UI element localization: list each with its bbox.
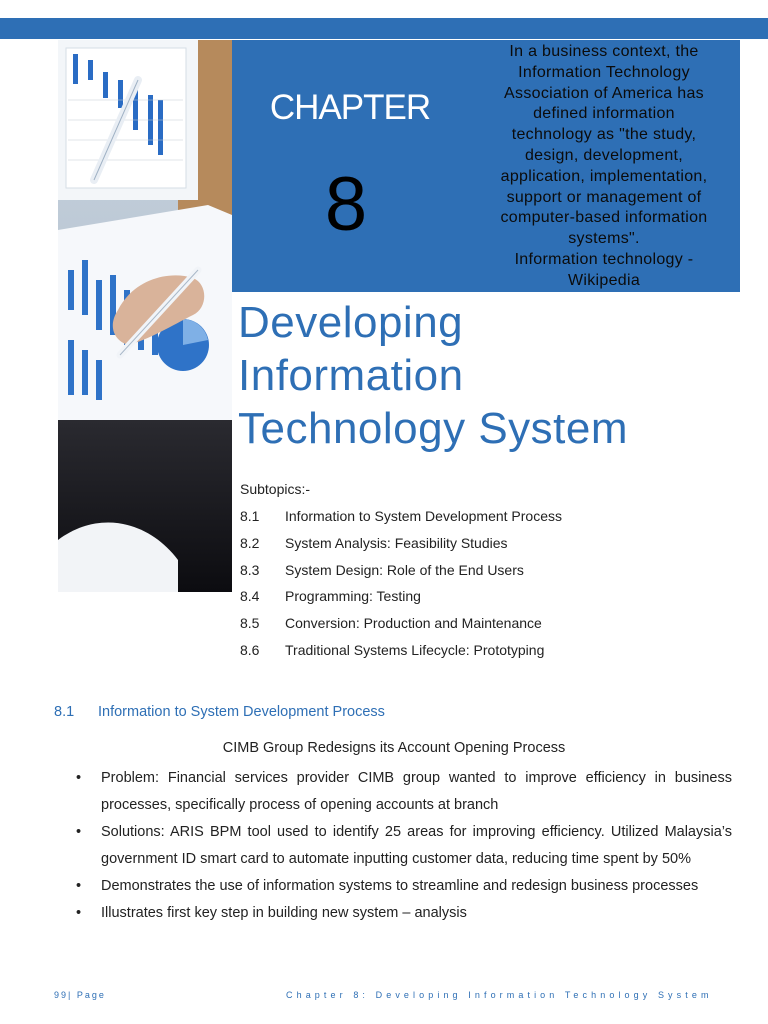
quote-line: systems". [568, 230, 640, 248]
section-number: 8.1 [54, 704, 75, 720]
subtopic-number: 8.2 [240, 534, 260, 551]
subtopic-item [240, 613, 562, 640]
quote-line: technology as "the study, [511, 126, 697, 144]
subtopic-item [240, 560, 562, 587]
subtopics-list [240, 506, 562, 667]
chapter-box [232, 40, 468, 292]
subtopic-label: System Analysis: Feasibility Studies [285, 534, 508, 551]
quote-line: Information technology - [514, 250, 694, 268]
chapter-title-line: Technology System [238, 404, 629, 453]
subtopic-number: 8.6 [240, 641, 260, 658]
quote-line: Information Technology [518, 63, 690, 81]
quote-line: computer-based information [500, 209, 708, 227]
bullet-item [74, 873, 732, 900]
quote-line: defined information [533, 105, 675, 123]
quote-line: In a business context, the [509, 43, 699, 60]
bullet-dot-icon: • [76, 905, 82, 921]
bullet-dot-icon: • [76, 878, 82, 894]
subtopic-label: Information to System Development Process [285, 508, 563, 524]
quote-line: application, implementation, [500, 167, 708, 185]
bullet-dot-icon: • [76, 770, 82, 786]
footer-chapter-title: Chapter 8: Developing Information Technology System [286, 990, 713, 1000]
chapter-title-line: Developing [238, 298, 464, 347]
chapter-title [238, 296, 628, 455]
subtopics-heading: Subtopics:- [240, 481, 311, 497]
footer-page-number: 99| Page [54, 990, 106, 1000]
case-study-title: CIMB Group Redesigns its Account Opening Process [222, 740, 566, 756]
subtopic-item [240, 533, 562, 560]
bullet-item [74, 900, 732, 927]
subtopic-number: 8.1 [240, 508, 260, 524]
section-heading [54, 704, 385, 720]
chapter-title-line: Information [238, 351, 464, 400]
subtopic-number: 8.5 [240, 615, 260, 632]
bullet-item [74, 819, 732, 873]
bullet-text: Problem: Financial services provider CIMB group wanted to improve efficiency in business processes, specifically process of opening accounts at branch [101, 770, 732, 813]
definition-quote [472, 42, 736, 292]
top-accent-bar [0, 18, 768, 39]
cover-photo-charts-and-hand-with-pen [58, 40, 232, 592]
bullet-dot-icon: • [76, 824, 82, 840]
quote-line: support or management of [506, 188, 702, 206]
section-title: Information to System Development Process [98, 704, 385, 720]
subtopic-label: System Design: Role of the End Users [285, 561, 524, 578]
quote-line: design, development, [524, 146, 684, 164]
subtopic-item [240, 506, 562, 533]
bullet-text: Solutions: ARIS BPM tool used to identify 25 areas for improving efficiency. Utilized Malaysia’s government ID smart card to automate inputting customer data, reducing time spent by 50% [101, 824, 732, 867]
subtopic-label: Conversion: Production and Maintenance [285, 615, 542, 632]
bullet-text: Illustrates first key step in building new system – analysis [101, 905, 467, 921]
subtopic-item [240, 586, 562, 613]
bullet-text: Demonstrates the use of information systems to streamline and redesign business processes [101, 878, 699, 894]
quote-line: Association of America has [504, 84, 704, 102]
case-study-bullets [74, 765, 732, 927]
subtopic-number: 8.3 [240, 561, 260, 578]
bullet-item [74, 765, 732, 819]
subtopic-item [240, 640, 562, 667]
subtopic-label: Programming: Testing [285, 588, 421, 605]
quote-line: Wikipedia [567, 271, 641, 289]
chapter-label: CHAPTER [269, 88, 431, 127]
definition-quote-box [468, 40, 740, 292]
subtopic-label: Traditional Systems Lifecycle: Prototyping [285, 641, 545, 658]
chapter-number: 8 [324, 162, 368, 247]
subtopic-number: 8.4 [240, 588, 260, 605]
